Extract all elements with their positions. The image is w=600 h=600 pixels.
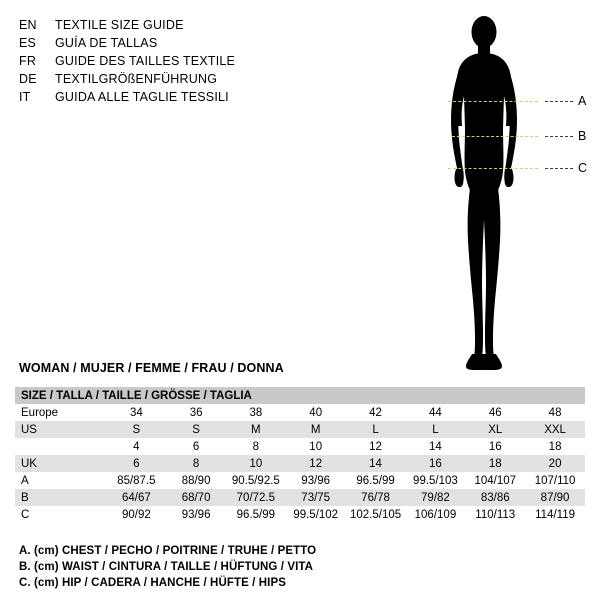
row-value: 18	[525, 438, 585, 455]
language-code: FR	[19, 54, 37, 68]
row-value: XL	[465, 421, 525, 438]
measure-label-c: C	[578, 161, 588, 175]
row-value: 6	[166, 438, 226, 455]
row-value: S	[106, 421, 166, 438]
row-value: 110/113	[465, 506, 525, 523]
row-value: 38	[226, 404, 286, 421]
table-caption: WOMAN / MUJER / FEMME / FRAU / DONNA	[19, 361, 284, 375]
row-value: 64/67	[106, 489, 166, 506]
table-row	[15, 421, 585, 438]
row-value: 96.5/99	[346, 472, 406, 489]
row-value: 96.5/99	[226, 506, 286, 523]
row-value: 48	[525, 404, 585, 421]
language-header-block	[19, 16, 319, 106]
measure-line-hip	[448, 168, 538, 169]
female-body-figure	[420, 8, 595, 376]
row-value: 90.5/92.5	[226, 472, 286, 489]
measure-label-b: B	[578, 129, 587, 143]
row-value: 99.5/102	[286, 506, 346, 523]
measure-line-waist	[452, 136, 538, 137]
row-value: 87/90	[525, 489, 585, 506]
row-label: Europe	[15, 404, 106, 421]
row-value: M	[286, 421, 346, 438]
row-value: 93/96	[286, 472, 346, 489]
row-value: 102.5/105	[346, 506, 406, 523]
row-value: 73/75	[286, 489, 346, 506]
row-value: L	[406, 421, 466, 438]
row-label	[15, 438, 106, 455]
row-value: 14	[406, 438, 466, 455]
row-value: 36	[166, 404, 226, 421]
table-row	[15, 404, 585, 421]
size-table	[15, 387, 585, 523]
row-value: 88/90	[166, 472, 226, 489]
row-value: M	[226, 421, 286, 438]
row-value: 6	[106, 455, 166, 472]
row-value: 90/92	[106, 506, 166, 523]
row-value: 8	[166, 455, 226, 472]
language-title: GUÍA DE TALLAS	[55, 36, 158, 50]
row-label: A	[15, 472, 106, 489]
row-value: 99.5/103	[406, 472, 466, 489]
row-value: 68/70	[166, 489, 226, 506]
row-value: 79/82	[406, 489, 466, 506]
table-header-label: SIZE / TALLA / TAILLE / GRÖSSE / TAGLIA	[15, 387, 585, 404]
legend-item-b: B. (cm) WAIST / CINTURA / TAILLE / HÜFTUNG / VITA	[19, 561, 314, 573]
row-value: 104/107	[465, 472, 525, 489]
row-value: 14	[346, 455, 406, 472]
row-value: 70/72.5	[226, 489, 286, 506]
language-row	[19, 34, 319, 52]
female-silhouette-icon	[420, 8, 595, 376]
row-label: UK	[15, 455, 106, 472]
legend-item-c: C. (cm) HIP / CADERA / HANCHE / HÜFTE / HIPS	[19, 577, 287, 589]
table-header-row	[15, 387, 585, 404]
language-title: GUIDA ALLE TAGLIE TESSILI	[55, 90, 229, 104]
row-value: 85/87.5	[106, 472, 166, 489]
language-code: EN	[19, 18, 37, 32]
language-code: IT	[19, 90, 31, 104]
row-value: 12	[346, 438, 406, 455]
row-value: 34	[106, 404, 166, 421]
row-label: C	[15, 506, 106, 523]
measurement-legend	[19, 543, 579, 591]
language-row	[19, 16, 319, 34]
language-row	[19, 88, 319, 106]
row-value: 18	[465, 455, 525, 472]
row-value: 10	[286, 438, 346, 455]
table-row	[15, 455, 585, 472]
row-value: 83/86	[465, 489, 525, 506]
row-value: 93/96	[166, 506, 226, 523]
row-value: 46	[465, 404, 525, 421]
table-row	[15, 506, 585, 523]
measure-line-waist-extension	[545, 136, 573, 137]
measure-label-a: A	[578, 94, 587, 108]
table-row	[15, 472, 585, 489]
row-value: L	[346, 421, 406, 438]
language-title: TEXTILE SIZE GUIDE	[55, 18, 184, 32]
row-value: 8	[226, 438, 286, 455]
measure-line-chest-extension	[545, 101, 573, 102]
row-label: B	[15, 489, 106, 506]
language-title: TEXTILGRÖßENFÜHRUNG	[55, 72, 218, 86]
row-label: US	[15, 421, 106, 438]
row-value: 16	[465, 438, 525, 455]
language-row	[19, 52, 319, 70]
row-value: 12	[286, 455, 346, 472]
measure-line-hip-extension	[545, 168, 573, 169]
row-value: 40	[286, 404, 346, 421]
row-value: 10	[226, 455, 286, 472]
row-value: 106/109	[406, 506, 466, 523]
language-row	[19, 70, 319, 88]
row-value: 44	[406, 404, 466, 421]
row-value: 76/78	[346, 489, 406, 506]
table-row	[15, 438, 585, 455]
row-value: 42	[346, 404, 406, 421]
language-code: ES	[19, 36, 37, 50]
row-value: 20	[525, 455, 585, 472]
row-value: 4	[106, 438, 166, 455]
row-value: XXL	[525, 421, 585, 438]
language-title: GUIDE DES TAILLES TEXTILE	[55, 54, 236, 68]
measure-line-chest	[448, 101, 538, 102]
legend-item-a: A. (cm) CHEST / PECHO / POITRINE / TRUHE / PETTO	[19, 545, 317, 557]
language-code: DE	[19, 72, 37, 86]
row-value: S	[166, 421, 226, 438]
table-row	[15, 489, 585, 506]
row-value: 114/119	[525, 506, 585, 523]
row-value: 16	[406, 455, 466, 472]
row-value: 107/110	[525, 472, 585, 489]
